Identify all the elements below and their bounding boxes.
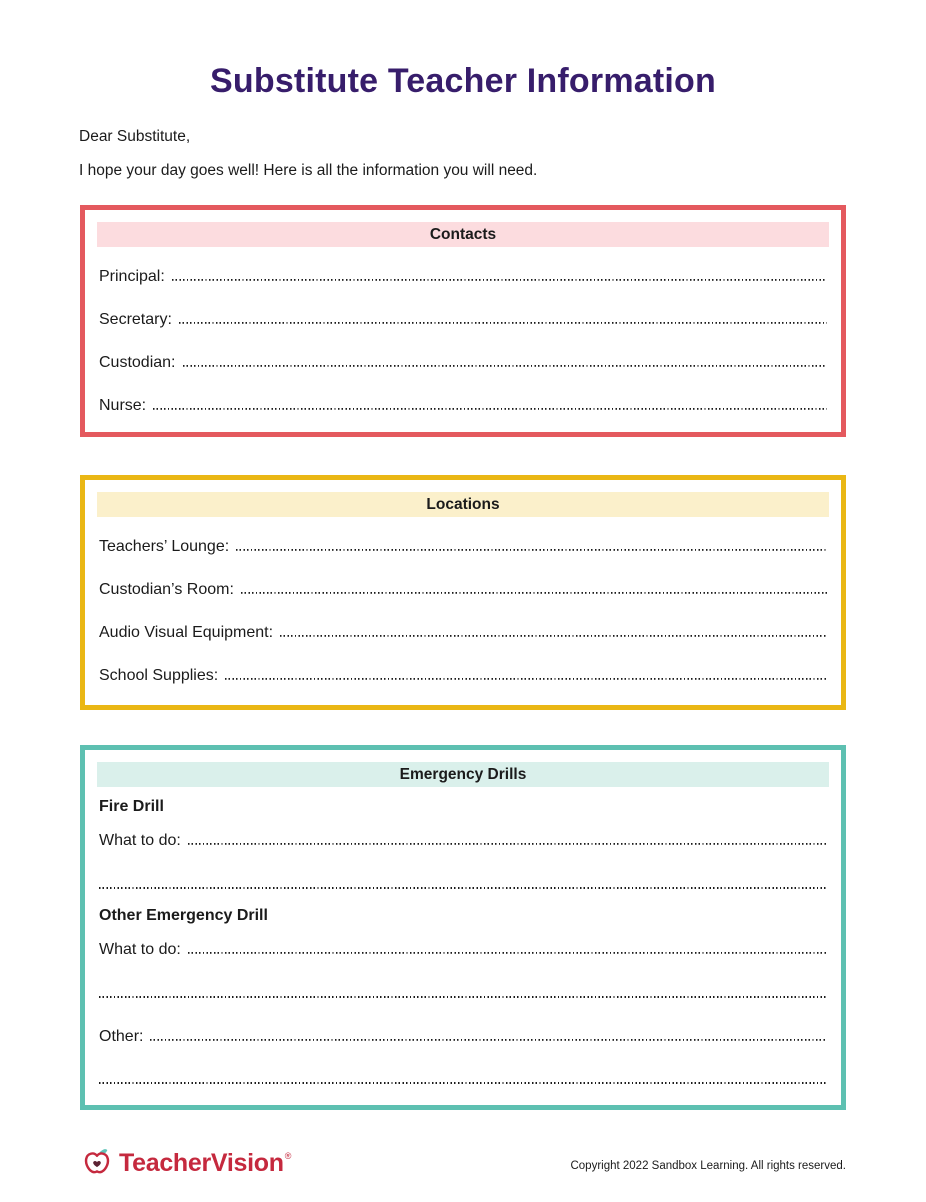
contacts-section [80, 205, 846, 437]
principal-fill-line [172, 278, 827, 281]
emergency-section-header: Emergency Drills [97, 762, 829, 787]
nurse-label: Nurse: [99, 397, 147, 414]
field-row-teachers-lounge [99, 538, 827, 556]
other-drill-continuation-fill-line [99, 996, 827, 998]
school-supplies-label: School Supplies: [99, 667, 219, 684]
other-label: Other: [99, 1028, 144, 1045]
teachers-lounge-fill-line [236, 548, 827, 551]
locations-section-header: Locations [97, 492, 829, 517]
page-title: Substitute Teacher Information [210, 62, 716, 100]
other-continuation-fill-line [99, 1082, 827, 1084]
principal-label: Principal: [99, 268, 165, 285]
contacts-section-header: Contacts [97, 222, 829, 247]
other-drill-what-to-do-fill-line [188, 951, 827, 954]
teachers-lounge-label: Teachers’ Lounge: [99, 538, 230, 555]
other-fill-line [150, 1038, 827, 1041]
custodian-fill-line [183, 364, 828, 367]
field-row-fire-what-to-do [99, 832, 827, 850]
field-row-principal [99, 268, 827, 286]
field-row-school-supplies [99, 667, 827, 685]
audio-visual-fill-line [280, 634, 827, 637]
fire-drill-heading: Fire Drill [99, 798, 164, 815]
other-emergency-drill-heading: Other Emergency Drill [99, 907, 268, 924]
copyright-text: Copyright 2022 Sandbox Learning. All rights reserved. [570, 1160, 846, 1172]
field-row-secretary [99, 311, 827, 329]
secretary-label: Secretary: [99, 311, 172, 328]
custodians-room-fill-line [241, 591, 827, 594]
field-row-custodians-room [99, 581, 827, 599]
secretary-fill-line [179, 321, 827, 324]
trademark-symbol: ® [284, 1150, 292, 1161]
custodians-room-label: Custodian’s Room: [99, 581, 234, 598]
apple-logo-icon [80, 1144, 114, 1183]
page-footer [80, 1142, 846, 1186]
intro-text: I hope your day goes well! Here is all the information you will need. [79, 162, 538, 179]
greeting-text: Dear Substitute, [79, 128, 191, 145]
emergency-drills-section [80, 745, 846, 1110]
brand-name: TeacherVision [119, 1149, 284, 1177]
school-supplies-fill-line [225, 677, 827, 680]
fire-what-to-do-fill-line [188, 842, 827, 845]
custodian-label: Custodian: [99, 354, 176, 371]
fire-continuation-fill-line [99, 887, 827, 889]
nurse-fill-line [153, 407, 827, 410]
field-row-other [99, 1028, 827, 1046]
locations-section [80, 475, 846, 710]
fire-what-to-do-label: What to do: [99, 832, 181, 849]
other-drill-what-to-do-label: What to do: [99, 941, 181, 958]
field-row-other-drill-what-to-do [99, 941, 827, 959]
field-row-nurse [99, 397, 827, 415]
field-row-audio-visual [99, 624, 827, 642]
teachervision-logo [80, 1144, 291, 1183]
field-row-custodian [99, 354, 827, 372]
audio-visual-label: Audio Visual Equipment: [99, 624, 274, 641]
